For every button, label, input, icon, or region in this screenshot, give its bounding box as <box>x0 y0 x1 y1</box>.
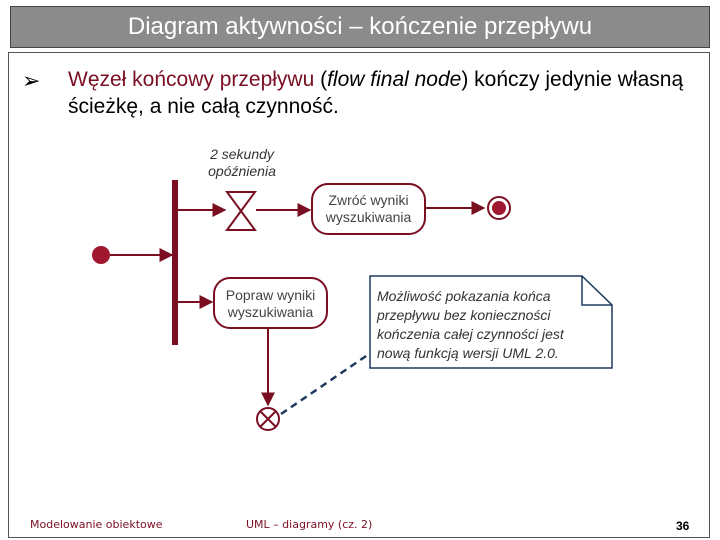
note-anchor <box>281 352 372 414</box>
time-event-label: 2 sekundy opóźnienia <box>208 146 276 179</box>
fork-bar <box>172 180 178 345</box>
note-text: Możliwość pokazania końca przepływu bez konieczności kończenia całej czynności jest nową funkcją wersji UML 2.0. <box>377 288 564 361</box>
bullet-rest-2: ) kończy jedynie własną ścieżkę, a nie całą czynność. <box>68 68 684 118</box>
action-fix-label: Popraw wyniki wyszukiwania <box>225 287 316 320</box>
bullet-italic: flow final node <box>327 68 462 91</box>
footer-course: Modelowanie obiektowe <box>30 518 163 531</box>
page-number: 36 <box>676 519 690 533</box>
initial-node <box>92 246 110 264</box>
hourglass-icon <box>227 192 255 230</box>
flow-final-node <box>257 408 279 430</box>
slide-title: Diagram aktywności – kończenie przepływu <box>10 6 710 48</box>
activity-final-node-core <box>492 201 506 215</box>
bullet-highlight: Węzeł końcowy przepływu <box>68 68 315 91</box>
action-return-label: Zwróć wyniki wyszukiwania <box>325 192 412 225</box>
bullet-rest-1: ( <box>314 68 328 91</box>
bullet-arrow-icon: ➢ <box>22 68 41 93</box>
footer-topic: UML – diagramy (cz. 2) <box>246 518 373 531</box>
